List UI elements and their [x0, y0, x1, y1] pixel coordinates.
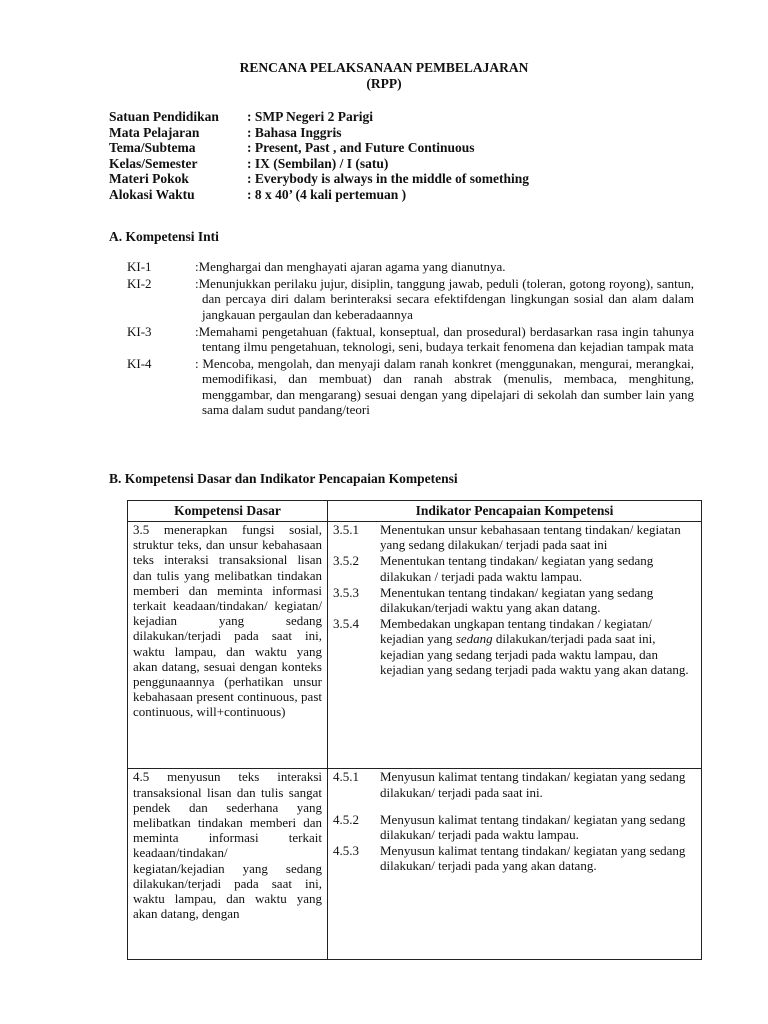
- indicator-text: Menyusun kalimat tentang tindakan/ kegiatan yang sedang dilakukan/ terjadi pada yang akan datang.: [380, 843, 686, 874]
- ki-text: :Memahami pengetahuan (faktual, konseptual, dan prosedural) berdasarkan rasa ingin tahunya tentang ilmu pengetahuan, teknologi, seni, budaya terkait fenomena dan kejadian tampak mata: [195, 323, 694, 355]
- info-label: Alokasi Waktu: [109, 186, 195, 202]
- info-value: : Bahasa Inggris: [247, 124, 342, 140]
- ki-code: KI-2: [127, 276, 152, 292]
- indicator-item: [333, 585, 696, 615]
- indicator-item: [333, 553, 696, 583]
- document-title: [0, 60, 768, 92]
- table-header-row: [128, 501, 702, 522]
- header-indikator: Indikator Pencapaian Kompetensi: [328, 501, 702, 522]
- indicator-item: [333, 616, 696, 677]
- section-heading-b: B. Kompetensi Dasar dan Indikator Pencapaian Kompetensi: [109, 471, 458, 486]
- kd-text: 4.5 menyusun teks interaksi transaksional lisan dan tulis sangat pendek dan sederhana yang melibatkan tindakan memberi dan meminta informasi terkait keadaan/tindakan/ kegiatan/kejadian yang sedang dilakukan/terjadi pada saat ini, waktu lampau, dan waktu yang akan datang, dengan: [133, 769, 322, 922]
- indicator-text-before: Membedakan ungkapan tentang tindakan / kegiatan/ kejadian yang: [380, 616, 652, 647]
- ki-item: [127, 324, 694, 354]
- indicator-item: [333, 812, 696, 842]
- indicator-text-after: dilakukan/terjadi pada saat ini, kejadian yang sedang terjadi pada waktu lampau, dan kejadian yang sedang terjadi pada waktu yang akan datang.: [380, 631, 689, 677]
- table-row: [128, 522, 702, 769]
- indicator-text-italic: sedang: [455, 631, 493, 647]
- section-heading-a: A. Kompetensi Inti: [109, 229, 219, 244]
- info-row: [109, 125, 529, 141]
- ki-item: [127, 276, 694, 322]
- indicator-code: 3.5.4: [333, 616, 359, 632]
- indicator-code: 3.5.1: [333, 522, 359, 537]
- ki-code: KI-3: [127, 323, 152, 339]
- indicator-item: [333, 769, 696, 799]
- indicator-code: 4.5.1: [333, 769, 359, 785]
- indicator-cell: [328, 522, 702, 769]
- indicator-text: Menentukan unsur kebahasaan tentang tindakan/ kegiatan yang sedang dilakukan/ terjadi pada saat ini: [380, 522, 681, 553]
- kompetensi-inti-list: [127, 259, 694, 419]
- indicator-text: Menyusun kalimat tentang tindakan/ kegiatan yang sedang dilakukan/ terjadi pada saat ini.: [380, 769, 686, 800]
- indicator-text: Menentukan tentang tindakan/ kegiatan yang sedang dilakukan/terjadi waktu yang akan datang.: [380, 584, 654, 616]
- indicator-cell: [328, 769, 702, 960]
- indicator-item: [333, 843, 696, 873]
- indicator-code: 3.5.3: [333, 584, 359, 600]
- title-line-2: (RPP): [366, 76, 402, 91]
- info-row: [109, 156, 529, 172]
- ki-item: [127, 259, 694, 274]
- header-kompetensi-dasar: Kompetensi Dasar: [128, 501, 328, 522]
- info-row: [109, 187, 529, 203]
- kd-cell: [128, 522, 328, 769]
- ki-text: :Menunjukkan perilaku jujur, disiplin, tanggung jawab, peduli (toleran, gotong royong), santun, dan percaya diri dalam berinteraksi secara efektifdengan lingkungan sosial dan alam dalam jangkauan pergaulan dan keberadaannya: [195, 276, 694, 322]
- indicator-text: Menentukan tentang tindakan/ kegiatan yang sedang dilakukan / terjadi pada waktu lampau.: [380, 553, 654, 584]
- ki-item: [127, 356, 694, 417]
- competency-table: [127, 500, 702, 960]
- info-value: : Present, Past , and Future Continuous: [247, 140, 475, 156]
- info-row: [109, 171, 529, 187]
- indicator-text: Menyusun kalimat tentang tindakan/ kegiatan yang sedang dilakukan/ terjadi pada waktu lampau.: [380, 811, 686, 842]
- info-label: Materi Pokok: [109, 171, 189, 187]
- kd-text: 3.5 menerapkan fungsi sosial, struktur teks, dan unsur kebahasaan teks interaksi transaksional lisan dan tulis yang melibatkan tindakan memberi dan meminta informasi terkait keadaan/tindakan/ kegiatan/ kejadian yang sedang dilakukan/terjadi pada saat ini, waktu lampau, dan waktu yang akan datang, sesuai dengan konteks penggunaannya (perhatikan unsur kebahasaan present continuous, past continuous, will+continuous): [133, 522, 322, 720]
- info-value: : IX (Sembilan) / I (satu): [247, 155, 389, 171]
- indicator-item: [333, 522, 696, 552]
- info-label: Kelas/Semester: [109, 155, 198, 171]
- indicator-code: 3.5.2: [333, 553, 359, 569]
- info-value: : Everybody is always in the middle of something: [247, 171, 530, 187]
- indicator-code: 4.5.2: [333, 811, 359, 827]
- info-label: Satuan Pendidikan: [109, 109, 219, 124]
- title-line-1: RENCANA PELAKSANAAN PEMBELAJARAN: [239, 60, 529, 75]
- kd-cell: [128, 769, 328, 960]
- table-row: [128, 769, 702, 960]
- ki-text: :Menghargai dan menghayati ajaran agama yang dianutnya.: [195, 259, 506, 274]
- ki-code: KI-1: [127, 259, 152, 274]
- identity-block: [109, 109, 529, 203]
- info-value: : SMP Negeri 2 Parigi: [247, 109, 373, 124]
- info-label: Tema/Subtema: [109, 140, 196, 156]
- info-row: [109, 140, 529, 156]
- ki-text: : Mencoba, mengolah, dan menyaji dalam ranah konkret (menggunakan, mengurai, merangkai, memodifikasi, dan membuat) dan ranah abstrak (menulis, membaca, menghitung, menggambar, dan mengarang) sesuai dengan yang dipelajari di sekolah dan sumber lain yang sama dalam sudut pandang/teori: [195, 356, 694, 417]
- indicator-code: 4.5.3: [333, 843, 359, 859]
- info-row: [109, 109, 529, 125]
- info-value: : 8 x 40’ (4 kali pertemuan ): [247, 186, 407, 202]
- ki-code: KI-4: [127, 356, 152, 372]
- info-label: Mata Pelajaran: [109, 124, 200, 140]
